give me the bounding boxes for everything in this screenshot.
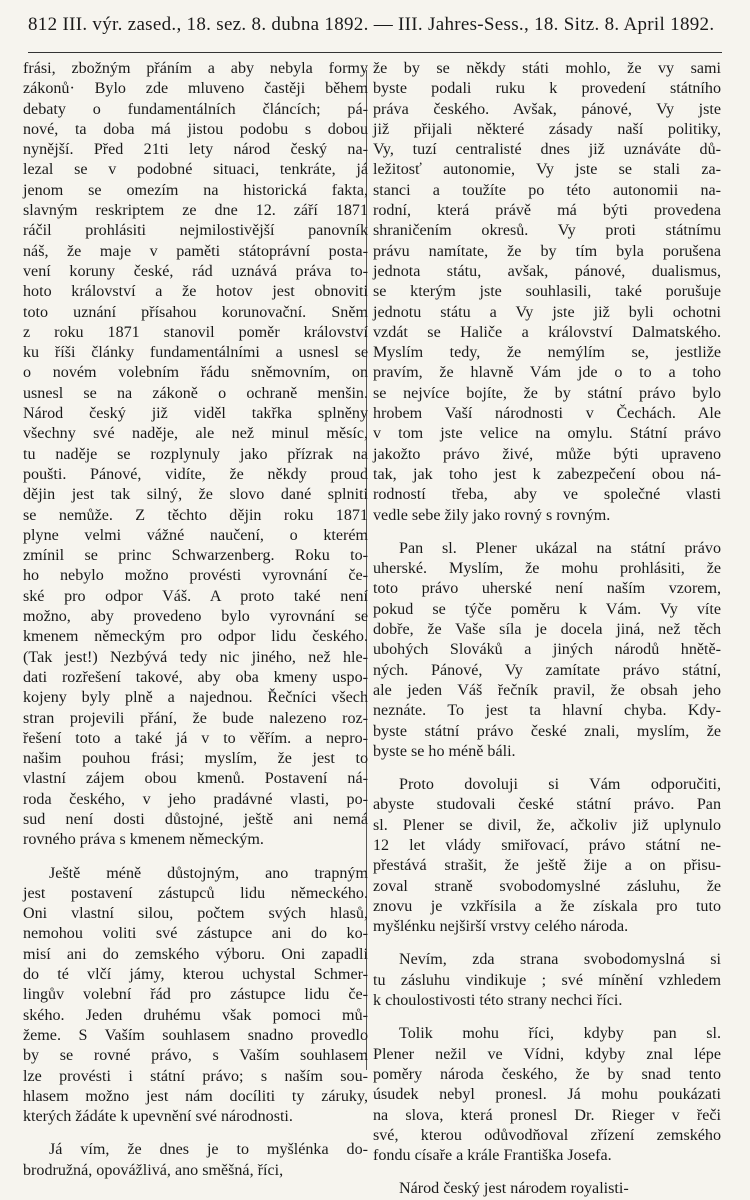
text-line: vedle sebe žily jako rovný s rovným. [373, 506, 611, 524]
paragraph-gap [23, 1127, 368, 1140]
text-line: přestává strašit, že ještě žije a on přisu- [373, 857, 721, 875]
paragraph-gap [373, 937, 721, 950]
paragraph [373, 539, 721, 762]
text-line: se kterým jste souhlasili, také porušuje [373, 283, 721, 301]
text-line: v tom jste velice na omylu. Státní právo [373, 425, 721, 443]
text-line: toto právo uherské není naším vzorem, [373, 580, 721, 598]
text-line: o novém volebním řádu sněmovním, on [23, 364, 368, 382]
text-line: své, kterou odůvodňoval zřízení zemského [373, 1126, 721, 1144]
text-line: tak, jak toho jest k zabezpečení obou ná- [373, 465, 721, 483]
text-line: (Tak jest!) Nezbývá tedy nic jiného, než hle- [23, 648, 368, 666]
text-line: ku říši články fundamentálními a usnesl se [23, 344, 368, 362]
text-line: lze provésti i státní právo; s naším sou- [23, 1067, 368, 1085]
paragraph [373, 775, 721, 937]
text-line: práva českého. Avšak, pánové, Vy jste [373, 100, 721, 118]
text-line: rovného práva s kmenem německým. [23, 831, 264, 849]
text-line: již přijali některé zásady naší politiky, [373, 120, 721, 138]
text-line: nové, ta doba má jistou podobu s dobou [23, 120, 368, 138]
paragraph-gap [373, 526, 721, 539]
text-line: zoval straně svobodomyslné zásluhu, že [373, 877, 721, 895]
text-line: náš, že maje v paměti státoprávní posta- [23, 242, 368, 260]
text-line: dati rozřešení takové, aby oba kmeny uspo- [23, 668, 368, 686]
text-line: všechny své naděje, ale než minul měsíc, [23, 425, 368, 443]
text-line: sl. Plener se divil, že, ačkoliv již uplynulo [373, 816, 721, 834]
text-line: se nemůže. Z těchto dějin roku 1871 [23, 506, 368, 524]
text-line: kojeny byly plně a najednou. Řečníci všech [23, 689, 368, 707]
paragraph-gap [23, 851, 368, 864]
text-line: toto uznání přísahou korunovační. Sněm [23, 303, 368, 321]
text-line: neznáte. To jest ta hlavní chyba. Kdy- [373, 702, 721, 720]
text-line: Já vím, že dnes je to myšlénka do- [49, 1141, 368, 1159]
text-line: řešení toto a také já v to věřím. a nepro- [23, 729, 368, 747]
text-line: shraničením okresů. Vy proti státnímu [373, 222, 721, 240]
text-line: na slova, která pronesl Dr. Rieger v řeči [373, 1106, 721, 1124]
paragraph [23, 59, 368, 851]
text-line: ského. Jeden druhému však pomoci mů- [23, 1006, 368, 1024]
text-line: Vy, tuzí centralisté dnes již uznáváte dů- [373, 141, 721, 159]
text-line: Ještě méně důstojným, ano trapným [49, 864, 368, 882]
text-line: jednota státu, avšak, pánové, dualismus, [373, 262, 721, 280]
text-line: vzdát se Haliče a království Dalmatského. [373, 323, 721, 341]
text-line: poměry národa českého, že by snad tento [373, 1065, 721, 1083]
text-line: Proto dovoluji si Vám odporučiti, [399, 776, 721, 794]
text-line: z roku 1871 stanovil poměr království [23, 323, 368, 341]
text-line: nemohou voliti své zástupce ani do ko- [23, 925, 368, 943]
text-line: plyne velmi vážné naučení, o kterém [23, 526, 368, 544]
text-line: k choulostivosti této strany nechci říci. [373, 992, 623, 1010]
text-line: lingův volební řád pro zástupce lidu če- [23, 986, 368, 1004]
text-line: pokud se týče poměru k Vám. Vy víte [373, 600, 721, 618]
text-line: jakožto právo živé, může býti upraveno [373, 445, 721, 463]
paragraph [373, 950, 721, 1011]
paragraph-gap [373, 1011, 721, 1024]
text-line: Národ český jest národem royalisti- [399, 1180, 629, 1198]
text-line: znovu je vzkřísila a že získala pro tuto [373, 897, 721, 915]
right-column [373, 59, 721, 1200]
text-line: úsudek nebyl pronesl. Já mohu poukázati [373, 1086, 721, 1104]
text-line: uherské. Myslím, že mohu prohlásiti, že [373, 560, 721, 578]
text-line: fondu císaře a krále Františka Josefa. [373, 1147, 612, 1165]
text-line: ale jeden Váš řečník pravil, že obsah jeho [373, 681, 721, 699]
text-line: zmínil se princ Schwarzenberg. Roku to- [23, 547, 368, 565]
text-line: brodružná, opovážlivá, ano směšná, říci, [23, 1161, 284, 1179]
text-line: vení koruny české, rád uznává práva to- [23, 262, 368, 280]
text-line: se nejvíce bojíte, že by státní právo bylo [373, 384, 721, 402]
text-line: ráčil prohlásiti nejmilostivější panovník [23, 222, 368, 240]
text-line: pravím, že hlavně Vám jde o to a toho [373, 364, 721, 382]
paragraph-gap [373, 1166, 721, 1179]
text-line: slavným reskriptem ze dne 12. září 1871 [23, 202, 368, 220]
text-line: Oni vlastní silou, počtem svých hlasů, [23, 905, 368, 923]
text-line: poušti. Pánové, vidíte, že někdy proud [23, 465, 368, 483]
text-line: kterých žádáte k upevnění své národnosti. [23, 1108, 293, 1126]
text-line: Pan sl. Plener ukázal na státní právo [399, 539, 721, 557]
text-line: zákonů· Bylo zde mluveno častěji během [23, 80, 368, 98]
text-line: dějin jest tak silný, že slovo dané splniti [23, 486, 368, 504]
text-line: stanci a toužíte po této autonomii na- [373, 181, 721, 199]
left-column [23, 59, 368, 1181]
text-line: byste se ho méně báli. [373, 742, 516, 760]
text-line: myšlénku nejširší vrstvy celého národa. [373, 918, 629, 936]
text-line: Nevím, zda strana svobodomyslná si [399, 951, 721, 969]
text-line: byste státní právo české znali, myslím, že [373, 722, 721, 740]
text-line: právu namítate, že by tím byla porušena [373, 242, 721, 260]
text-line: ležitosť autonomie, Vy jste se stali za- [373, 161, 721, 179]
text-line: lezal se v podobné situaci, tenkráte, já [23, 161, 368, 179]
text-line: by se rovné právo, s Vaším souhlasem [23, 1047, 368, 1065]
text-line: dobře, že Vaše síla je docela jiná, než těch [373, 621, 721, 639]
text-line: možno, aby provedeno bylo vyrovnání se [23, 608, 368, 626]
text-line: 12 let vlády smiřovací, právo státní ne- [373, 836, 721, 854]
text-line: jest postavení zástupců lidu německého. [23, 884, 368, 902]
text-line: frási, zbožným přáním a aby nebyla formy [23, 60, 368, 77]
text-line: že by se někdy státi mohlo, že vy sami [373, 60, 721, 77]
paragraph [373, 1024, 721, 1166]
text-line: ské pro odpor Váš. A proto také není [23, 587, 368, 605]
text-line: hoto království a že hotov jest obnoviti [23, 283, 368, 301]
text-line: kmenem německým pro odpor lidu českého. [23, 628, 368, 646]
text-line: Národ český již viděl takřka splněny [23, 405, 368, 423]
paragraph [23, 1140, 368, 1181]
running-header: 812 III. výr. zased., 18. sez. 8. dubna 1892. — III. Jahres-Sess., 18. Sitz. 8. April 1892. [28, 14, 715, 35]
text-line: vlastní zájem obou kmenů. Postavení ná- [23, 770, 368, 788]
paragraph-gap [373, 762, 721, 775]
text-line: Plener nežil ve Vídni, kdyby znal lépe [373, 1045, 721, 1063]
text-line: usnesl se na zákoně o ochraně menšin. [23, 384, 368, 402]
text-line: jenom se omezím na historická fakta, [23, 181, 368, 199]
text-line: tu zásluhu vindikuje ; své mínění vzhledem [373, 971, 721, 989]
text-line: nynější. Před 21ti lety národ český na- [23, 141, 368, 159]
paragraph [373, 59, 721, 526]
paragraph [23, 864, 368, 1128]
text-line: našim pouhou frási; myslím, že jest to [23, 750, 368, 768]
text-line: byste podali ruku k provedení státního [373, 80, 721, 98]
text-line: sud není dosti důstojné, ještě ani nemá [23, 810, 368, 828]
paragraph [373, 1179, 721, 1199]
text-line: ných. Pánové, Vy zamítate právo státní, [373, 661, 721, 679]
text-line: hrobem Vaší národnosti v Čechách. Ale [373, 405, 721, 423]
text-line: roda českého, v jeho pradávné vlasti, po- [23, 790, 368, 808]
text-line: hlasem možno jest nám docíliti ty záruky, [23, 1087, 368, 1105]
text-line: tu naděje se rozplynuly jako přízrak na [23, 445, 368, 463]
text-line: ho nebylo možno provésti vyrovnání če- [23, 567, 368, 585]
text-line: do té vlčí jámy, kterou uchystal Schmer- [23, 966, 368, 984]
text-line: rodností třeba, aby ve společné vlasti [373, 486, 721, 504]
text-line: abyste studovali české státní právo. Pan [373, 796, 721, 814]
text-line: Tolik mohu říci, kdyby pan sl. [399, 1025, 721, 1043]
text-line: jednotu státu a Vy jste již byli ochotni [373, 303, 721, 321]
text-line: rodní, která právě má býti provedena [373, 202, 721, 220]
text-line: žeme. S Vaším souhlasem snadno provedlo [23, 1026, 368, 1044]
text-line: misí ani do zemského výboru. Oni zapadli [23, 945, 368, 963]
text-line: ubohých Slováků a jiných národů hnětě- [373, 641, 721, 659]
header-rule [28, 52, 722, 53]
text-line: Myslím tedy, že nemýlím se, jestliže [373, 344, 721, 362]
text-line: stran projevili přání, že bude nalezeno roz- [23, 709, 368, 727]
text-line: debaty o fundamentálních článcích; pá- [23, 100, 368, 118]
